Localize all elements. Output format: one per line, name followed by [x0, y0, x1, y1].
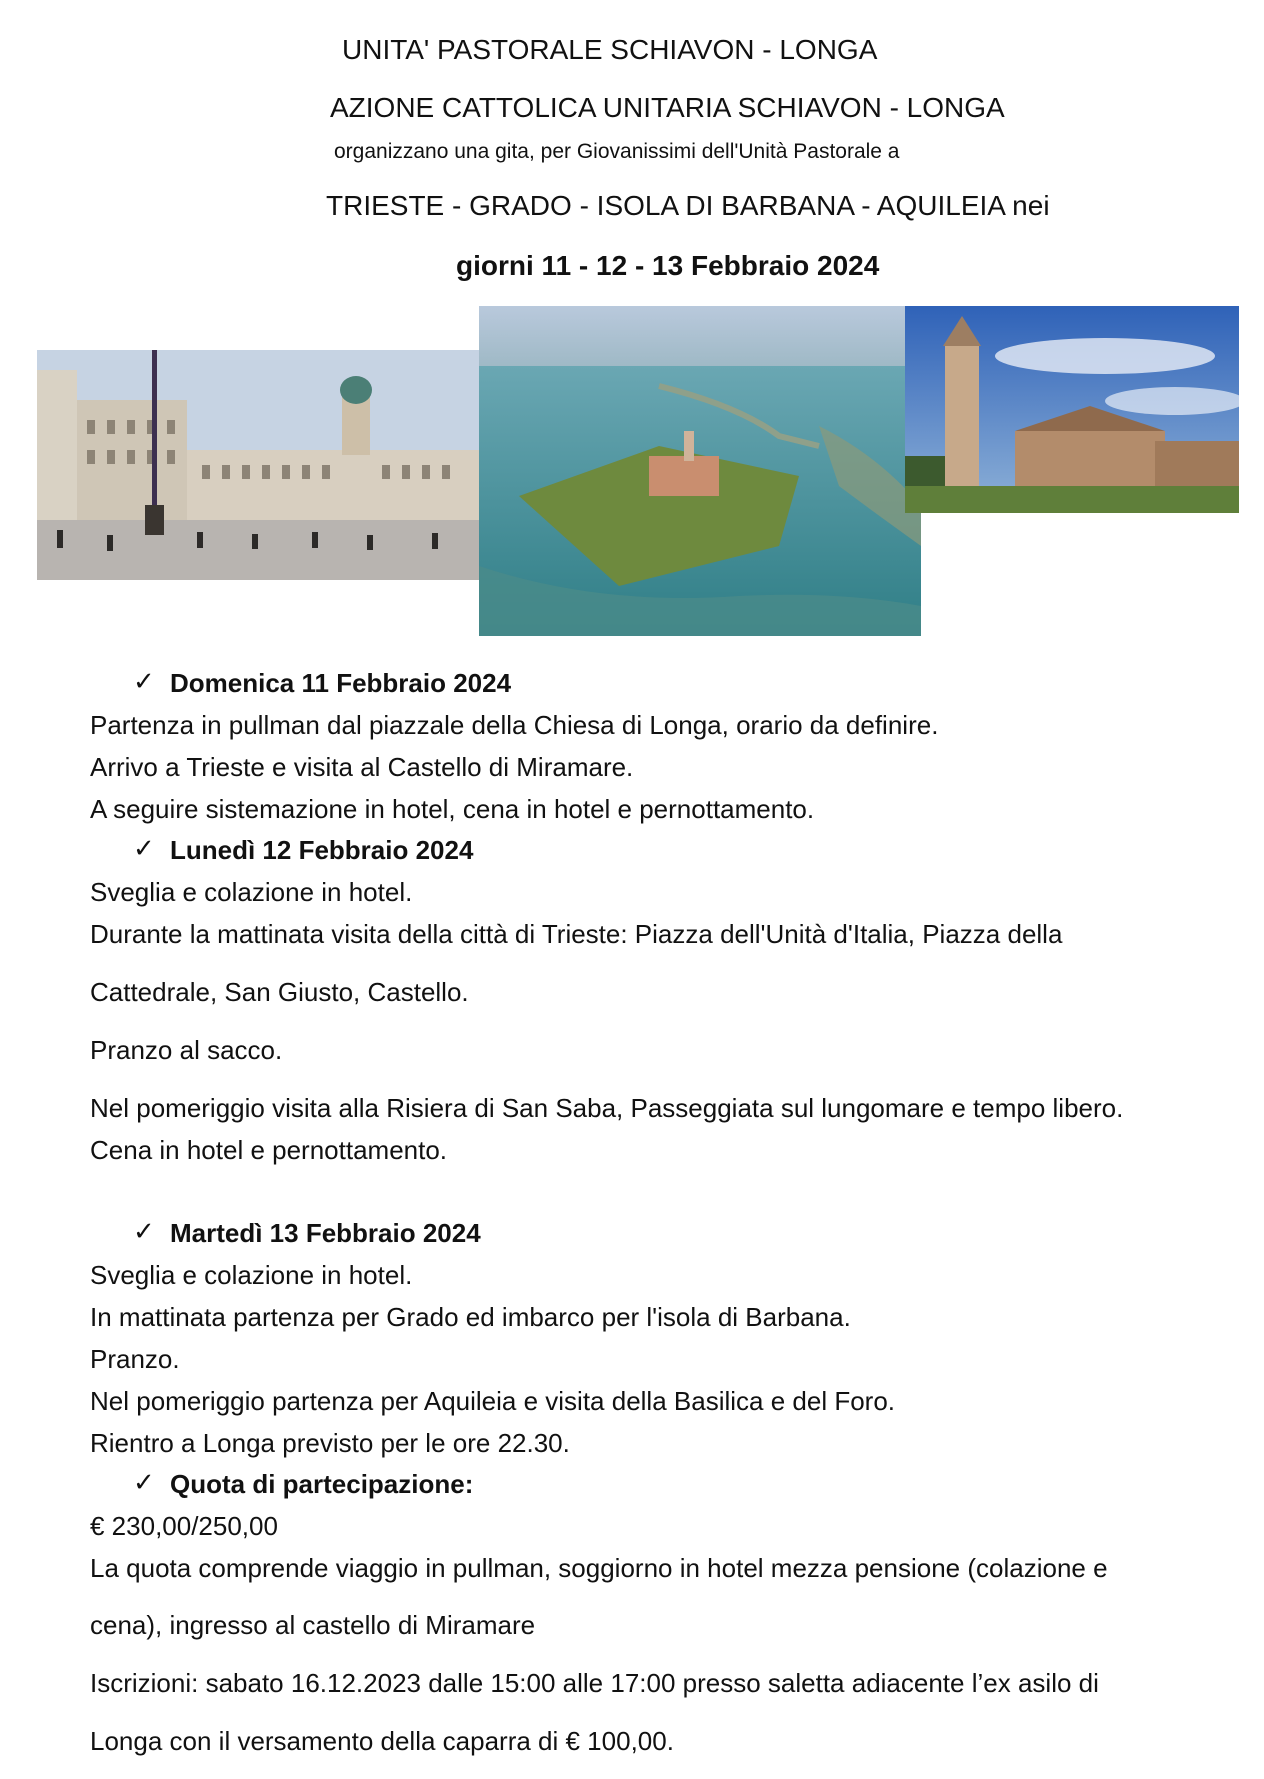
- iscrizioni-line-2: Longa con il versamento della caparra di € 100,00.: [90, 1726, 674, 1756]
- header-line-3: organizzano una gita, per Giovanissimi dell'Unità Pastorale a: [334, 140, 900, 163]
- day-3-line-1: Sveglia e colazione in hotel.: [90, 1260, 413, 1290]
- day-1-line-1: Partenza in pullman dal piazzale della Chiesa di Longa, orario da definire.: [90, 710, 939, 740]
- day-1-line-2: Arrivo a Trieste e visita al Castello di Miramare.: [90, 752, 634, 782]
- day-2-title: Lunedì 12 Febbraio 2024: [170, 835, 474, 865]
- day-2-line-3: Cattedrale, San Giusto, Castello.: [90, 977, 469, 1007]
- aquileia-basilica-photo: [905, 306, 1239, 513]
- day-2-line-5: Nel pomeriggio visita alla Risiera di San Saba, Passeggiata sul lungomare e tempo libero.: [90, 1093, 1124, 1123]
- day-2-line-1: Sveglia e colazione in hotel.: [90, 877, 413, 907]
- day-2-line-2: Durante la mattinata visita della città di Trieste: Piazza dell'Unità d'Italia, Piazza della: [90, 919, 1063, 949]
- day-1-title: Domenica 11 Febbraio 2024: [170, 668, 512, 698]
- quota-line-2: cena), ingresso al castello di Miramare: [90, 1610, 536, 1640]
- quota-title: Quota di partecipazione:: [170, 1469, 474, 1499]
- day-3-title: Martedì 13 Febbraio 2024: [170, 1218, 481, 1248]
- quota-line-1: La quota comprende viaggio in pullman, soggiorno in hotel mezza pensione (colazione e: [90, 1553, 1108, 1583]
- barbana-island-photo: [479, 306, 921, 636]
- check-icon: ✓: [133, 1216, 155, 1246]
- header-dates: giorni 11 - 12 - 13 Febbraio 2024: [456, 250, 880, 281]
- check-icon: ✓: [133, 1467, 155, 1497]
- header-line-2: AZIONE CATTOLICA UNITARIA SCHIAVON - LONGA: [330, 92, 1005, 123]
- check-icon: ✓: [133, 833, 155, 863]
- day-1-line-3: A seguire sistemazione in hotel, cena in hotel e pernottamento.: [90, 794, 815, 824]
- check-icon: ✓: [133, 666, 155, 696]
- header-line-4: TRIESTE - GRADO - ISOLA DI BARBANA - AQUILEIA nei: [326, 190, 1050, 221]
- iscrizioni-line-1: Iscrizioni: sabato 16.12.2023 dalle 15:00 alle 17:00 presso saletta adiacente l’ex asilo di: [90, 1668, 1099, 1698]
- quota-price: € 230,00/250,00: [90, 1511, 278, 1541]
- day-3-line-4: Nel pomeriggio partenza per Aquileia e visita della Basilica e del Foro.: [90, 1386, 895, 1416]
- day-3-line-2: In mattinata partenza per Grado ed imbarco per l'isola di Barbana.: [90, 1302, 851, 1332]
- day-2-line-6: Cena in hotel e pernottamento.: [90, 1135, 448, 1165]
- day-2-line-4: Pranzo al sacco.: [90, 1035, 283, 1065]
- day-3-line-5: Rientro a Longa previsto per le ore 22.30.: [90, 1428, 570, 1458]
- day-3-line-3: Pranzo.: [90, 1344, 180, 1374]
- header-line-1: UNITA' PASTORALE SCHIAVON - LONGA: [342, 34, 878, 65]
- trieste-square-photo: [37, 350, 479, 580]
